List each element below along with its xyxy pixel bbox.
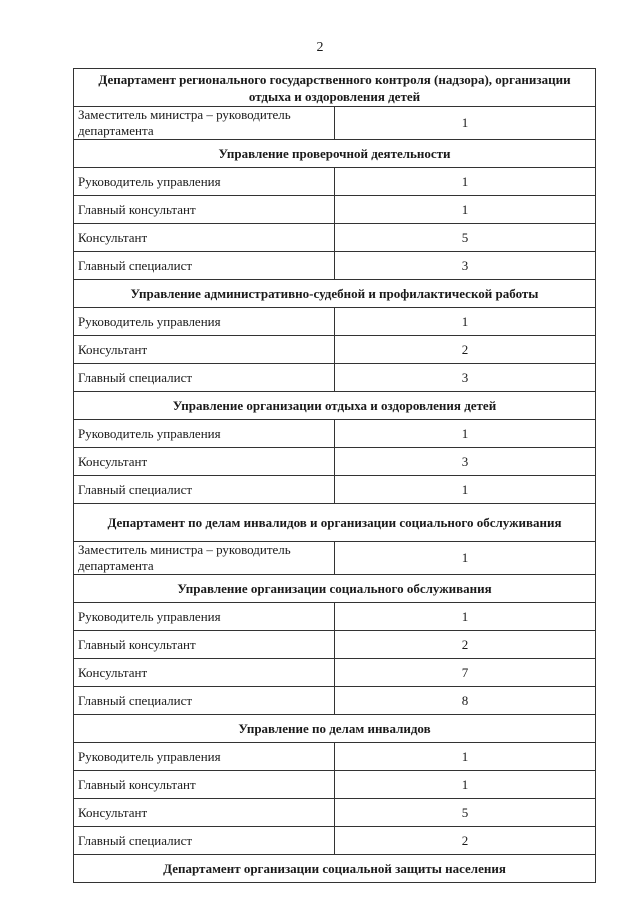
staffing-table bbox=[73, 68, 596, 883]
count-cell: 1 bbox=[335, 196, 596, 224]
count-cell: 1 bbox=[335, 168, 596, 196]
section-heading-row bbox=[74, 140, 596, 168]
position-cell: Консультант bbox=[74, 336, 335, 364]
position-cell: Руководитель управления bbox=[74, 168, 335, 196]
count-cell: 1 bbox=[335, 542, 596, 575]
count-cell: 3 bbox=[335, 364, 596, 392]
count-cell: 8 bbox=[335, 687, 596, 715]
section-heading: Управление по делам инвалидов bbox=[74, 715, 596, 743]
section-heading: Департамент организации социальной защиты населения bbox=[74, 855, 596, 883]
count-cell: 1 bbox=[335, 420, 596, 448]
table-row bbox=[74, 107, 596, 140]
section-heading-row bbox=[74, 715, 596, 743]
position-cell: Заместитель министра – руководитель департамента bbox=[74, 542, 335, 575]
section-heading: Управление проверочной деятельности bbox=[74, 140, 596, 168]
position-cell: Руководитель управления bbox=[74, 603, 335, 631]
count-cell: 1 bbox=[335, 107, 596, 140]
count-cell: 5 bbox=[335, 224, 596, 252]
section-heading: Управление организации социального обслуживания bbox=[74, 575, 596, 603]
table-row bbox=[74, 631, 596, 659]
table-row bbox=[74, 542, 596, 575]
position-cell: Главный специалист bbox=[74, 827, 335, 855]
table-row bbox=[74, 771, 596, 799]
position-cell: Консультант bbox=[74, 224, 335, 252]
count-cell: 5 bbox=[335, 799, 596, 827]
count-cell: 1 bbox=[335, 771, 596, 799]
table-row bbox=[74, 603, 596, 631]
position-cell: Главный специалист bbox=[74, 476, 335, 504]
count-cell: 1 bbox=[335, 308, 596, 336]
section-heading-row bbox=[74, 280, 596, 308]
position-cell: Главный консультант bbox=[74, 631, 335, 659]
table-row bbox=[74, 476, 596, 504]
position-cell: Главный специалист bbox=[74, 687, 335, 715]
staffing-table-body bbox=[74, 69, 596, 883]
section-heading-row bbox=[74, 392, 596, 420]
count-cell: 1 bbox=[335, 476, 596, 504]
table-row bbox=[74, 799, 596, 827]
section-heading: Управление организации отдыха и оздоровления детей bbox=[74, 392, 596, 420]
count-cell: 2 bbox=[335, 827, 596, 855]
count-cell: 3 bbox=[335, 252, 596, 280]
count-cell: 3 bbox=[335, 448, 596, 476]
position-cell: Главный специалист bbox=[74, 364, 335, 392]
count-cell: 7 bbox=[335, 659, 596, 687]
position-cell: Руководитель управления bbox=[74, 308, 335, 336]
table-row bbox=[74, 168, 596, 196]
position-cell: Консультант bbox=[74, 659, 335, 687]
section-heading: Департамент регионального государственного контроля (надзора), организации отдыха и оздоровления детей bbox=[74, 69, 596, 107]
table-row bbox=[74, 659, 596, 687]
section-heading-row bbox=[74, 575, 596, 603]
table-row bbox=[74, 448, 596, 476]
table-row bbox=[74, 827, 596, 855]
position-cell: Консультант bbox=[74, 448, 335, 476]
table-row bbox=[74, 336, 596, 364]
count-cell: 2 bbox=[335, 631, 596, 659]
position-cell: Консультант bbox=[74, 799, 335, 827]
count-cell: 1 bbox=[335, 743, 596, 771]
count-cell: 1 bbox=[335, 603, 596, 631]
table-row bbox=[74, 224, 596, 252]
page-number: 2 bbox=[316, 40, 324, 55]
position-cell: Руководитель управления bbox=[74, 420, 335, 448]
position-cell: Главный специалист bbox=[74, 252, 335, 280]
position-cell: Главный консультант bbox=[74, 771, 335, 799]
table-row bbox=[74, 420, 596, 448]
position-cell: Главный консультант bbox=[74, 196, 335, 224]
table-row bbox=[74, 252, 596, 280]
table-row bbox=[74, 687, 596, 715]
section-heading-row bbox=[74, 69, 596, 107]
table-row bbox=[74, 364, 596, 392]
section-heading-row bbox=[74, 504, 596, 542]
table-row bbox=[74, 308, 596, 336]
position-cell: Заместитель министра – руководитель департамента bbox=[74, 107, 335, 140]
table-row bbox=[74, 196, 596, 224]
section-heading-row bbox=[74, 855, 596, 883]
section-heading: Департамент по делам инвалидов и организации социального обслуживания bbox=[74, 504, 596, 542]
section-heading: Управление административно-судебной и профилактической работы bbox=[74, 280, 596, 308]
table-row bbox=[74, 743, 596, 771]
count-cell: 2 bbox=[335, 336, 596, 364]
position-cell: Руководитель управления bbox=[74, 743, 335, 771]
